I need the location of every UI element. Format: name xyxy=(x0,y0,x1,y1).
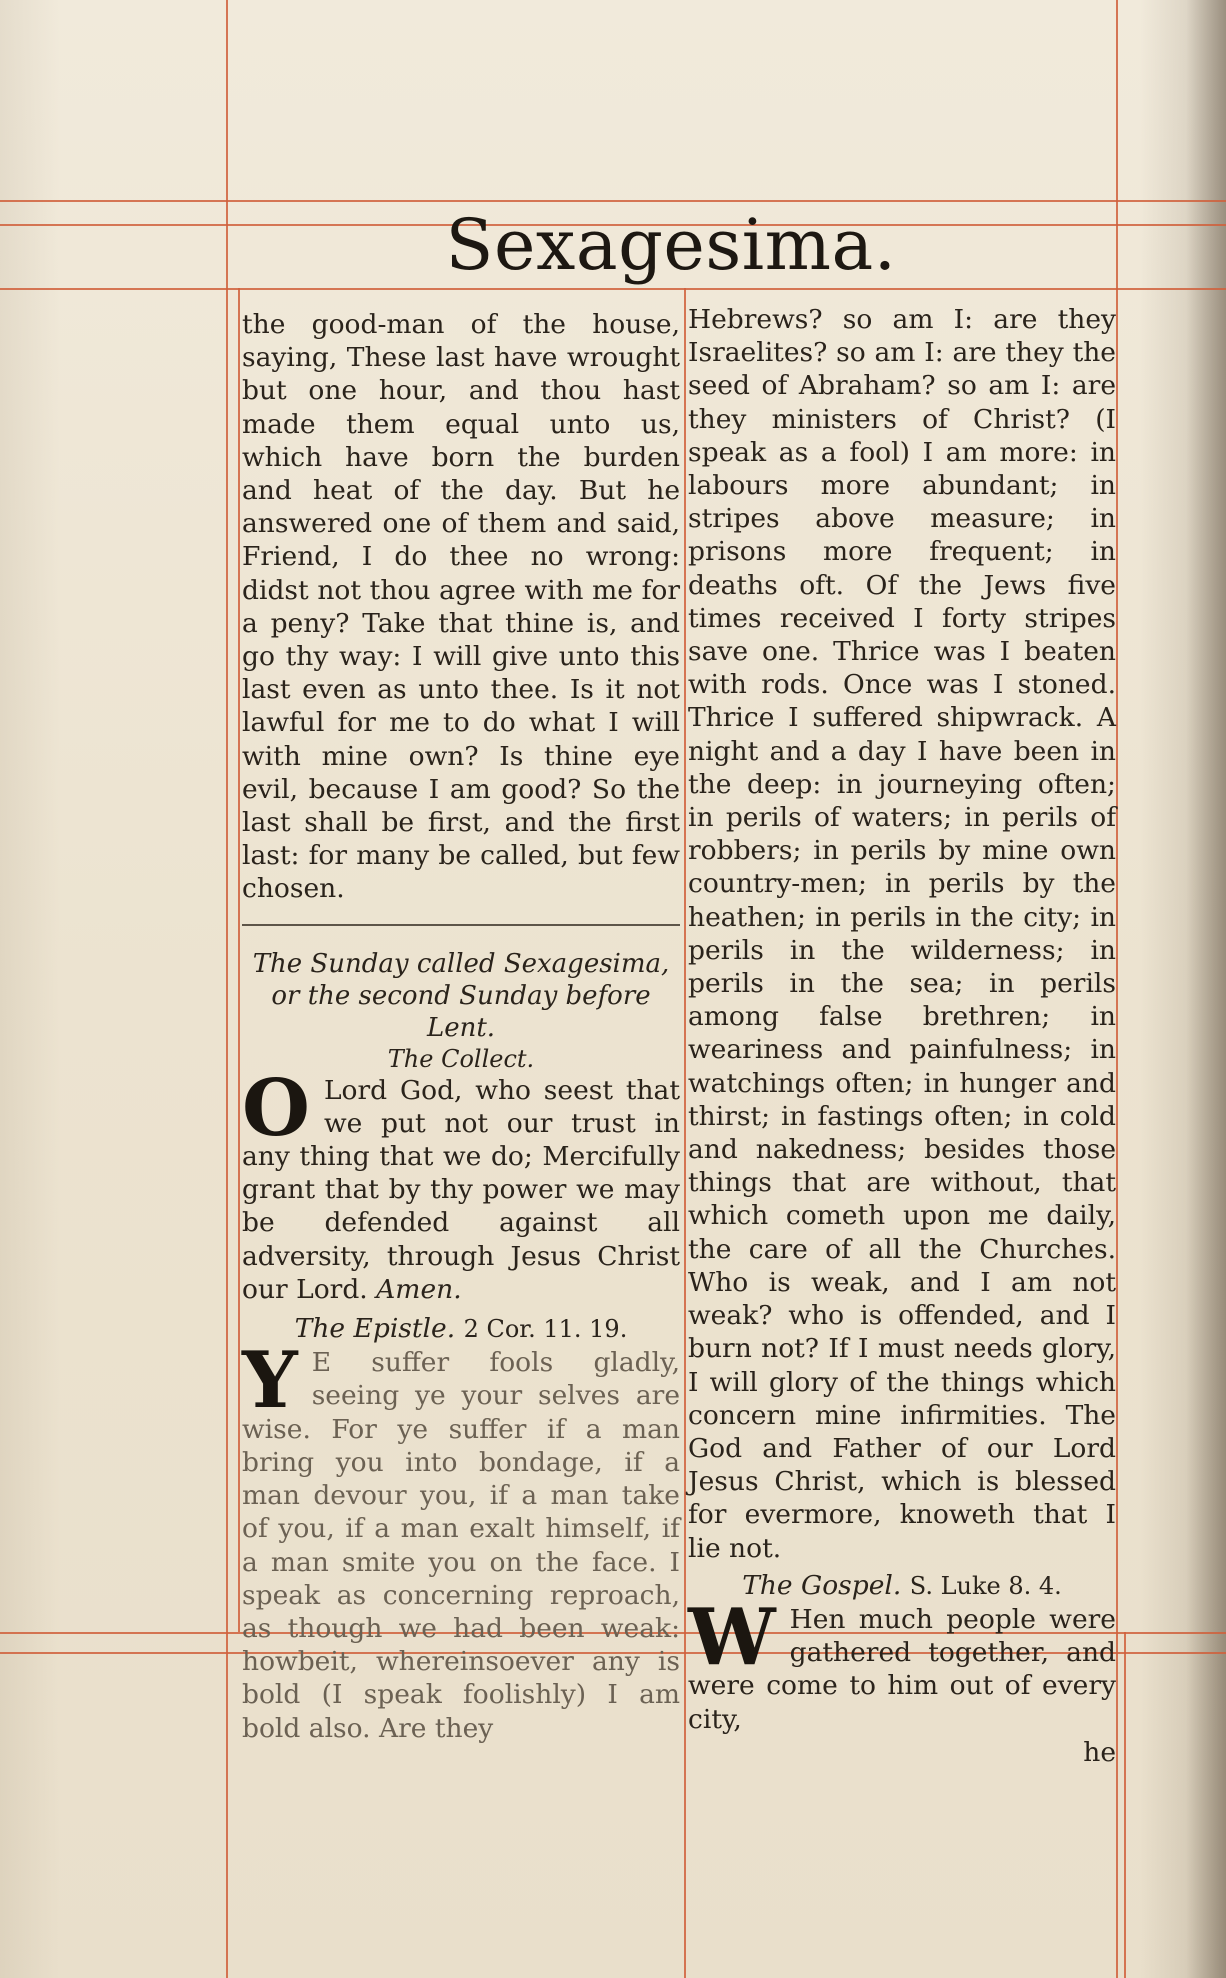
gospel-continuation-text: the good-man of the house, saying, These last have wrought but one hour, and thou hast made them equal unto us, which have born the burden and heat of the day. But he answered one of them and said, Friend, I do thee no wrong: didst not thou agree with me for a peny? Take that thine is, and go thy way: I will give unto this last even as unto thee. Is it not lawful for me to do what I will with mine own? Is thine eye evil, because I am good? So the last shall be first, and the first last: for many be called, but few chosen. xyxy=(242,309,680,905)
gospel-heading-line xyxy=(688,1569,1116,1603)
epistle-paragraph xyxy=(242,1335,680,1744)
right-column xyxy=(688,303,1116,1769)
gospel-heading: The Gospel. xyxy=(742,1569,902,1601)
gospel-reference: S. Luke 8. 4. xyxy=(909,1571,1062,1600)
section-divider xyxy=(242,924,680,926)
epistle-text: E suffer fools gladly, seeing ye your selves are wise. For ye suffer if a man bring you into bondage, if a man devour you, if a man take of you, if a man exalt himself, if a man smite you on the face. I speak as concerning reproach, as though we had been weak: howbeit, whereinsoever any is bold (I speak foolishly) I am bold also. Are they xyxy=(242,1347,680,1744)
left-column xyxy=(242,308,680,1745)
ruled-line-right-text xyxy=(1116,0,1118,1978)
epistle-reference: 2 Cor. 11. 19. xyxy=(463,1315,628,1344)
ruled-line-left-text xyxy=(238,288,240,1632)
catchword: he xyxy=(1083,1736,1116,1768)
epistle-continuation-text: Hebrews? so am I: are they Israelites? so am I: are they the seed of Abraham? so am I: are they ministers of Christ? (I speak as a fool) I am more: in labours more abundant; in stripes above measure; in prisons more frequent; in deaths oft. Of the Jews five times received I forty stripes save one. Thrice was I beaten with rods. Once was I stoned. Thrice I suffered shipwrack. A night and a day I have been in the deep: in journeying often; in perils of waters; in perils of robbers; in perils by mine own country-men; in perils by the heathen; in perils in the city; in perils in the wilderness; in perils in the sea; in perils among false brethren; in weariness and painfulness; in watchings often; in hunger and thirst; in fastings often; in cold and nakedness; besides those things that are without, that which cometh upon me daily, the care of all the Churches. Who is weak, and I am not weak? who is offended, and I burn not? If I must needs glory, I will glory of the things which concern mine infirmities. The God and Father of our Lord Jesus Christ, which is blessed for evermore, knoweth that I lie not. xyxy=(688,304,1116,1564)
epistle-heading-line xyxy=(242,1312,680,1346)
collect-heading: The Collect. xyxy=(387,1044,535,1073)
page-title: Sexagesima. xyxy=(445,204,897,286)
sunday-heading: The Sunday called Sexagesima, or the second Sunday before Lent. xyxy=(252,948,670,1043)
epistle-heading: The Epistle. xyxy=(294,1313,456,1345)
ruled-line-right-margin xyxy=(1124,1632,1126,1978)
ruled-line-center xyxy=(684,288,686,1978)
page-gutter-shadow xyxy=(1186,0,1226,1978)
collect-text: Lord God, who seest that we put not our trust in any thing that we do; Mercifully grant that by thy power we may be defended against all adversity, through Jesus Christ our Lord. xyxy=(242,1074,680,1305)
epistle-dropcap: Y xyxy=(242,1335,298,1427)
gospel-dropcap: W xyxy=(688,1591,776,1683)
collect-paragraph xyxy=(242,1062,680,1306)
ruled-line-left-margin xyxy=(226,0,228,1978)
gospel-text: Hen much people were gathered together, and were come to him out of every city, xyxy=(688,1603,1116,1735)
collect-amen: Amen. xyxy=(376,1273,462,1305)
gospel-paragraph xyxy=(688,1591,1116,1736)
collect-dropcap: O xyxy=(242,1062,310,1154)
